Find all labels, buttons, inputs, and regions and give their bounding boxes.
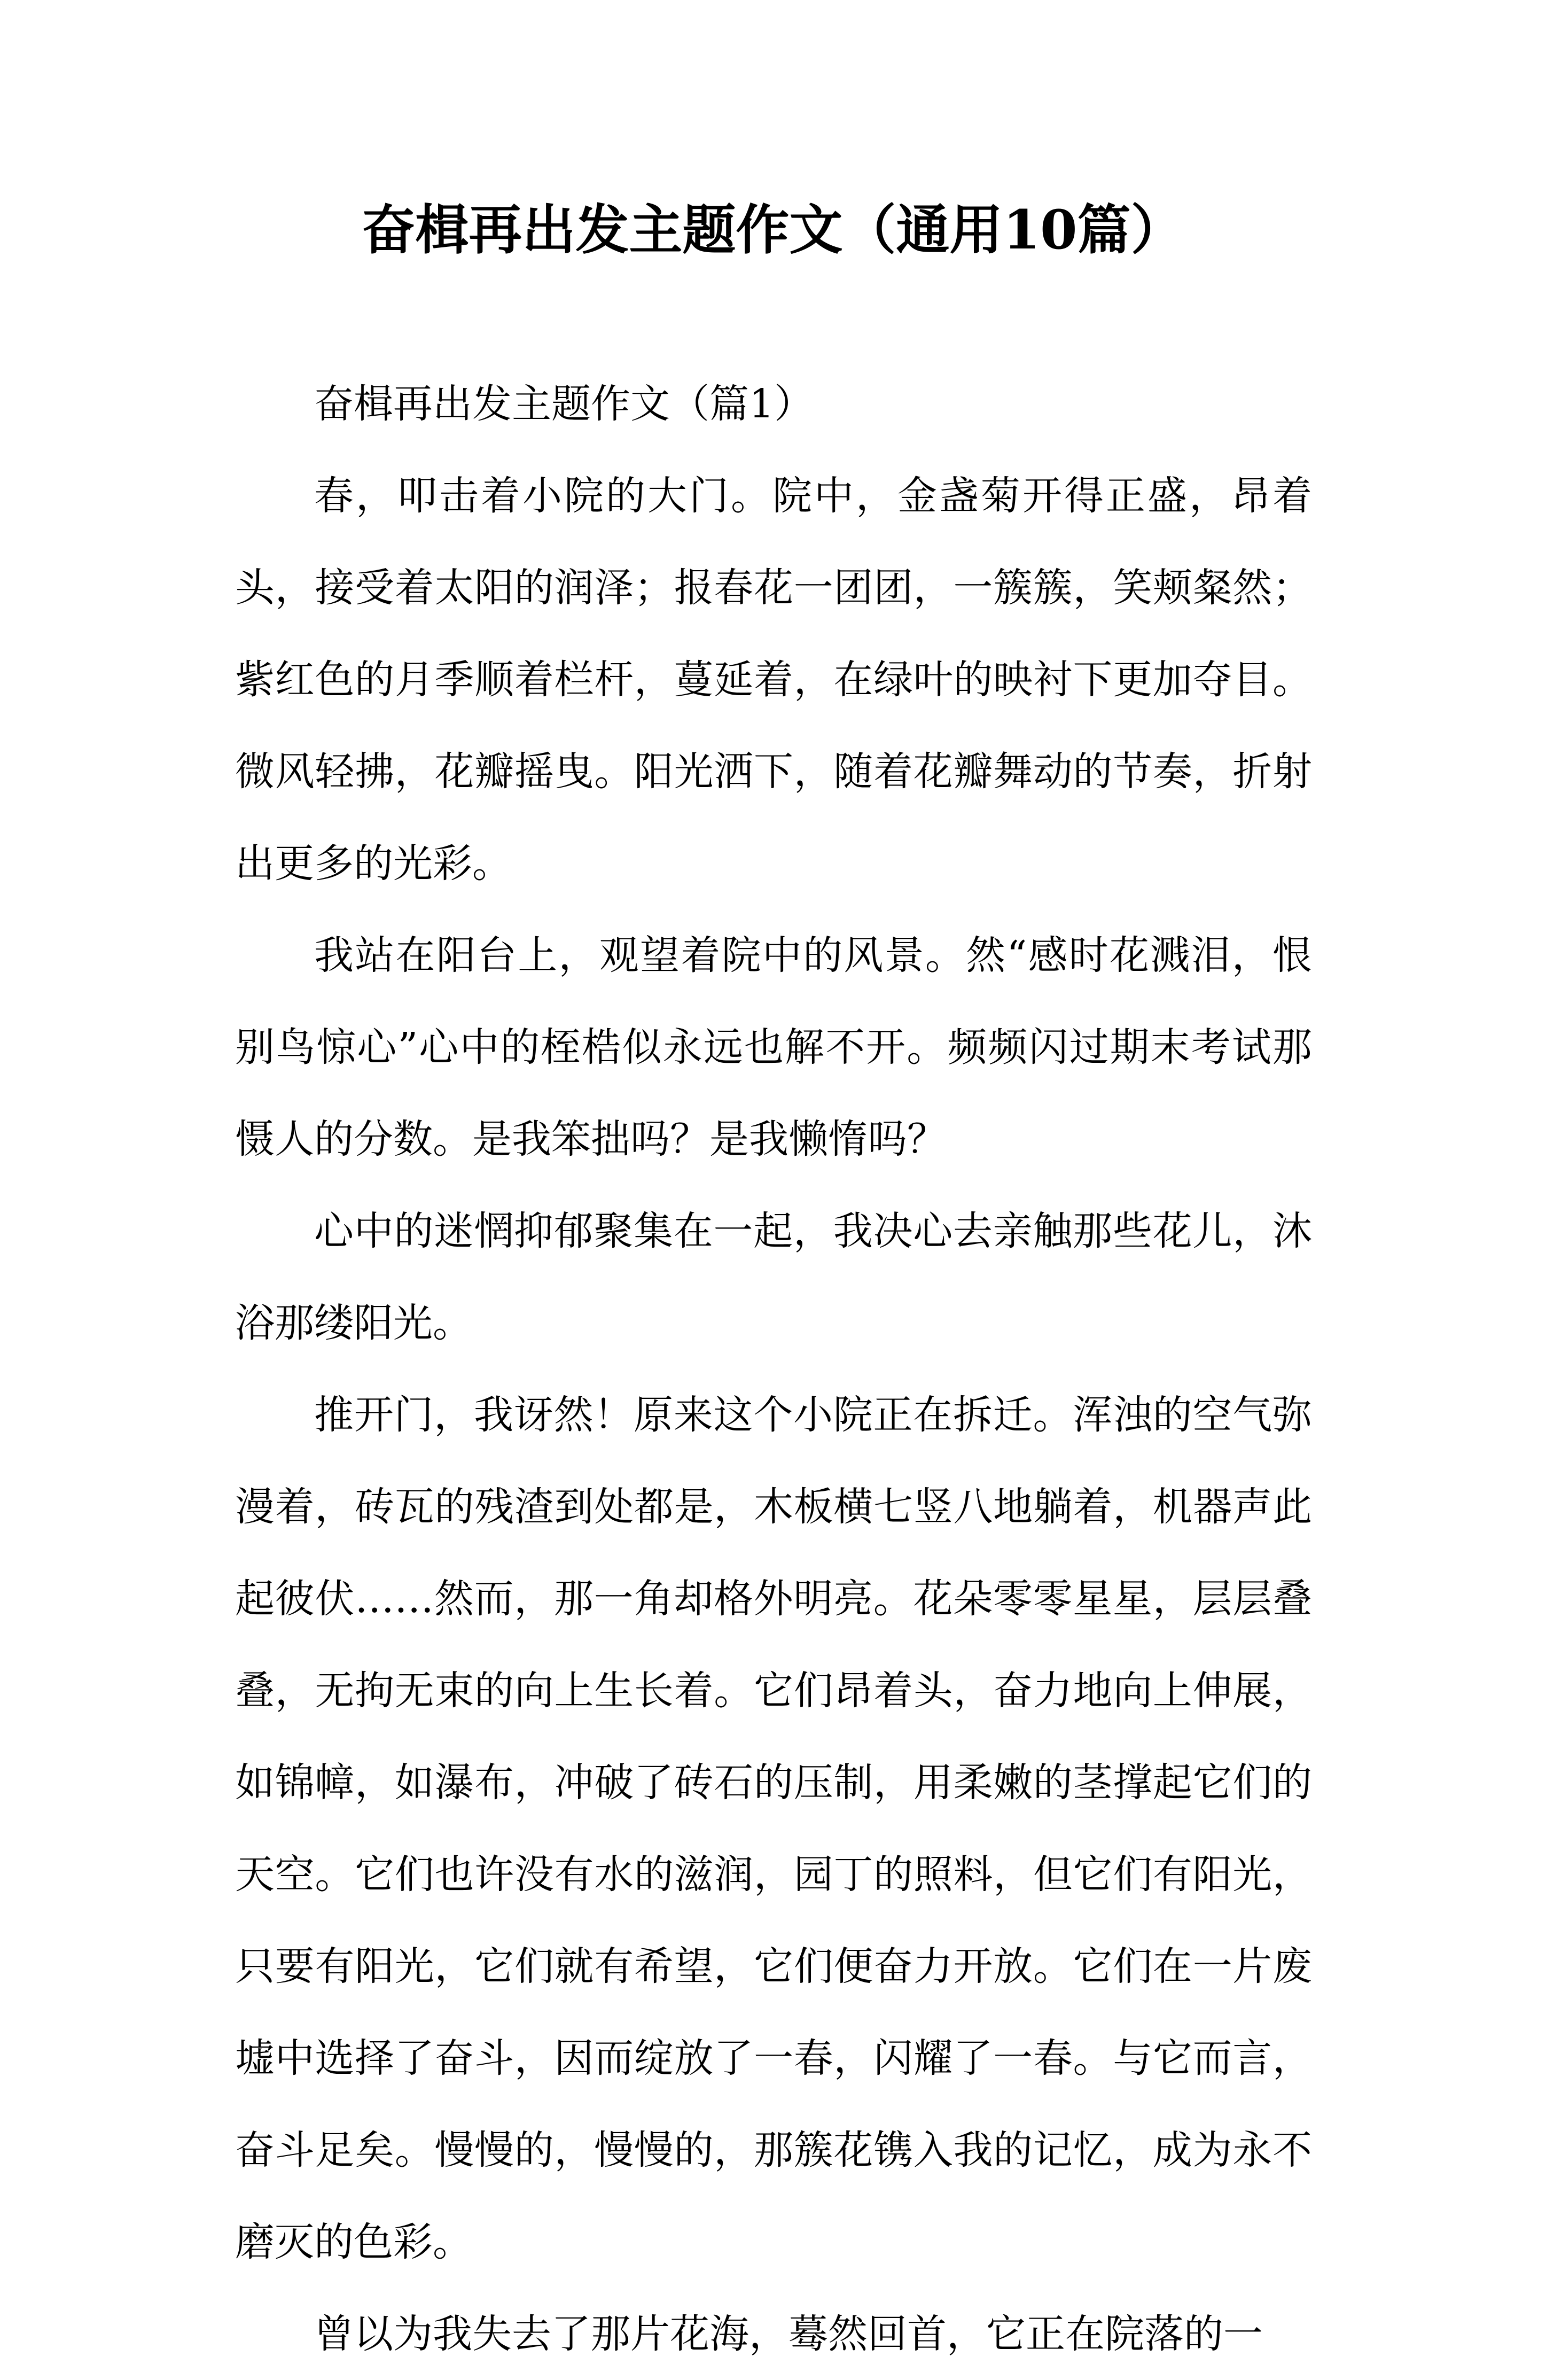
- paragraph: 推开门，我讶然！原来这个小院正在拆迁。浑浊的空气弥漫着，砖瓦的残渣到处都是，木板横七竖八地躺着，机器声此起彼伏……然而，那一角却格外明亮。花朵零零星星，层层叠叠，无拘无束的向上生长着。它们昂着头，奋力地向上伸展，如锦幛，如瀑布，冲破了砖石的压制，用柔嫩的茎撑起它们的天空。它们也许没有水的滋润，园丁的照料，但它们有阳光，只要有阳光，它们就有希望，它们便奋力开放。它们在一片废墟中选择了奋斗，因而绽放了一春，闪耀了一春。与它而言，奋斗足矣。慢慢的，慢慢的，那簇花镌入我的记忆，成为永不磨灭的色彩。: [235, 1392, 1312, 2265]
- paragraph: 我站在阳台上，观望着院中的风景。然“感时花溅泪，恨别鸟惊心”心中的桎梏似永远也解不开。频频闪过期末考试那慑人的分数。是我笨拙吗？是我懒惰吗？: [235, 932, 1312, 1162]
- document-title: 奋楫再出发主题作文（通用10篇）: [362, 198, 1184, 261]
- document-body: [235, 358, 1312, 2380]
- paragraph: 心中的迷惘抑郁聚集在一起，我决心去亲触那些花儿，沐浴那缕阳光。: [235, 1208, 1312, 1346]
- paragraph: 春，叩击着小院的大门。院中，金盏菊开得正盛，昂着头，接受着太阳的润泽；报春花一团团，一簇簇，笑颊粲然；紫红色的月季顺着栏杆，蔓延着，在绿叶的映衬下更加夺目。微风轻拂，花瓣摇曳。阳光洒下，随着花瓣舞动的节奏，折射出更多的光彩。: [235, 473, 1312, 886]
- essay-heading: 奋楫再出发主题作文（篇1）: [314, 381, 814, 427]
- paragraph: 曾以为我失去了那片花海，蓦然回首，它正在院落的一: [314, 2311, 1263, 2357]
